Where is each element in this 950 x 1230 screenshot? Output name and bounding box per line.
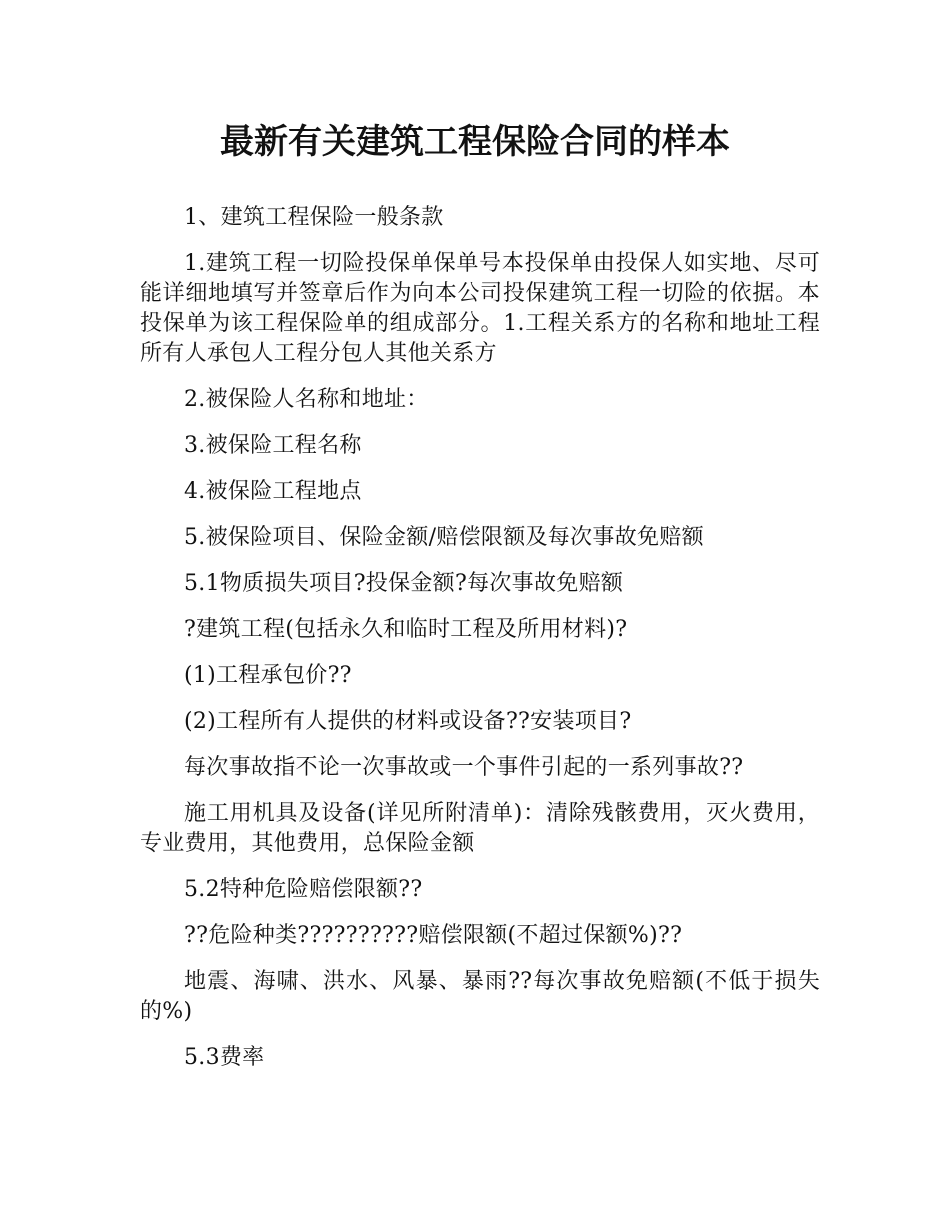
paragraph-general-terms: 1、建筑工程保险一般条款 (184, 205, 444, 230)
paragraph-owner-materials: (2)工程所有人提供的材料或设备??安装项目? (184, 709, 632, 734)
paragraph-rate: 5.3费率 (184, 1045, 265, 1070)
paragraph-proposal-form: 1.建筑工程一切险投保单保单号本投保单由投保人如实地、尽可能详细地填写并签章后作为向本公司投保建筑工程一切险的依据。本投保单为该工程保险单的组成部分。1.工程关系方的名称和地址工程所有人承包人工程分包人其他关系方 (140, 251, 820, 366)
paragraph-special-perils: 5.2特种危险赔偿限额?? (184, 877, 423, 902)
document-title: 最新有关建筑工程保险合同的样本 (220, 122, 730, 162)
paragraph-construction-works: ?建筑工程(包括永久和临时工程及所用材料)? (184, 617, 628, 642)
paragraph-insured-name: 2.被保险人名称和地址： (184, 387, 429, 412)
paragraph-natural-disasters: 地震、海啸、洪水、风暴、暴雨??每次事故免赔额(不低于损失的%) (140, 969, 820, 1024)
paragraph-material-damage: 5.1物质损失项目?投保金额?每次事故免赔额 (184, 571, 624, 596)
paragraph-project-name: 3.被保险工程名称 (184, 433, 362, 458)
paragraph-each-accident: 每次事故指不论一次事故或一个事件引起的一系列事故?? (184, 755, 744, 780)
paragraph-equipment: 施工用机具及设备(详见所附清单)：清除残骸费用，灭火费用，专业费用，其他费用，总保险金额 (140, 801, 820, 856)
document-body (140, 203, 820, 1089)
paragraph-peril-types: ??危险种类??????????赔偿限额(不超过保额%)?? (184, 923, 683, 948)
paragraph-project-location: 4.被保险工程地点 (184, 479, 362, 504)
paragraph-insured-items: 5.被保险项目、保险金额/赔偿限额及每次事故免赔额 (184, 525, 704, 550)
paragraph-contract-price: (1)工程承包价?? (184, 663, 352, 688)
